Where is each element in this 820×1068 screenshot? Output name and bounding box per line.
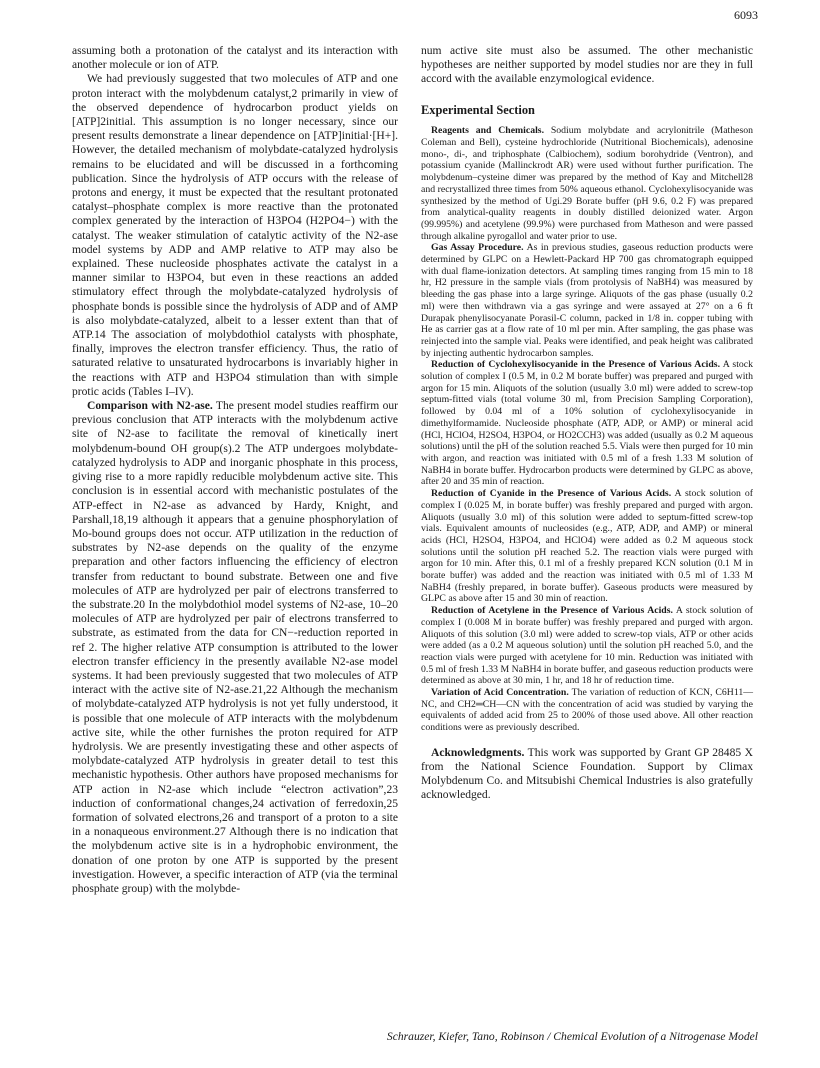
page-number: 6093 (734, 8, 758, 22)
subheading: Comparison with N2-ase. (87, 400, 213, 413)
paragraph (421, 605, 753, 687)
paragraph (421, 687, 753, 734)
acknowledgments (421, 746, 753, 803)
subheading: Reagents and Chemicals. (431, 125, 545, 137)
left-column (72, 44, 398, 896)
subheading: Reduction of Acetylene in the Presence of Various Acids. (431, 605, 673, 617)
subheading: Gas Assay Procedure. (431, 242, 524, 254)
paragraph (421, 125, 753, 242)
paragraph (421, 359, 753, 488)
paragraph: num active site must also be assumed. The other mechanistic hypotheses are neither supported by model studies nor are they in full accord with the available enzymological evidence. (421, 45, 753, 86)
paragraph-text: The variation of reduction of KCN, C6H11—NC, and CH2═CH—CN with the concentration of acid was studied by varying the equivalents of added acid from 25 to 200% of those used above. All other reaction conditions were as previously described. (421, 687, 753, 734)
subheading: Reduction of Cyanide in the Presence of Various Acids. (431, 488, 672, 500)
paragraph-text: The present model studies reaffirm our previous conclusion that ATP interacts with the molybdenum active site of N2-ase to facilitate the removal of kinetically inert molybdenum-bound OH group(s).2 The ATP undergoes molybdate-catalyzed hydrolysis to ADP and inorganic phosphate in this process, giving rise to a more rapidly reducible molybdenum active site. This conclusion is in essential accord with mechanistic postulates of the ATP-effect in N2-ase as advanced by Hardy, Knight, and Parshall,18,19 although it appears that a genuine phosphorylation of Mo-bound groups does not occur. ATP utilization in the reduction of substrates by N2-ase depends on the quality of the enzyme preparation and other factors influencing the efficiency of electron transfer from reductant to bound substrate. Between one and five molecules of ATP are hydrolyzed per pair of electrons transferred to the substrate.20 In the molybdothiol model systems of N2-ase, 10–20 molecules of ATP are hydrolyzed per pair of electrons transferred to substrate, as estimated from the data for CN−-reduction reported in ref 2. The higher relative ATP consumption is attributed to the lower electron transfer efficiency in the presently available N2-ase model systems. It had been previously suggested that two molecules of ATP interact with the active site of N2-ase.21,22 Although the mechanism of molybdate-catalyzed ATP hydrolysis is not yet fully understood, it is possible that one molecule of ATP interacts with the molybdenum active site, while the other furnishes the proton required for ATP hydrolysis. We are presently investigating these and other aspects of molybdate-catalyzed ATP hydrolysis in greater detail to test this mechanistic hypothesis. Other authors have proposed mechanisms for ATP action in N2-ase which include “electron activation”,23 induction of conformational changes,24 activation of ferredoxin,25 formation of solvated electrons,26 and transport of a proton to a site in a nonaqueous environment.27 Although there is no indication that the molybdenum active site is in a hydrophobic environment, the donation of one proton by one ATP is supported by the present investigation. However, a specific interaction of ATP (via the terminal phosphate group) with the molybde- (72, 400, 399, 895)
running-footer: Schrauzer, Kiefer, Tano, Robinson / Chemical Evolution of a Nitrogenase Model (386, 1030, 758, 1043)
paragraph-text: This work was supported by Grant GP 28485 X from the National Science Foundation. Support by Climax Molybdenum Co. and Mitsubishi Chemical Industries is also gratefully acknowledged. (421, 746, 753, 802)
paragraph-text: A stock solution of complex I (0.5 M, in 0.2 M borate buffer) was prepared and purged with argon for 15 min. Aliquots of the solution (usually 3.0 ml) were added to screw-top septum-fitted vials (total volume 30 ml, from Precision Sampling Corporation), followed by 0.04 ml of a 10% solution of cyclohexylisocyanide in dimethylformamide. Nucleoside phosphate (ATP, ADP, or AMP) or mineral acid (HCl, HClO4, H2SO4, H3PO4, or HO2CCH3) was added (usually as 0.2 M aqueous solutions) until the pH of the solution reached 5.5. Vials were then purged for 10 min with argon, and reaction was initiated with 0.5 ml of a fresh 1.33 M solution of NaBH4 in borate buffer. Hydrocarbon products were determined by GLPC as above, after 20 and 35 min of reaction. (421, 359, 753, 488)
paragraph-text: As in previous studies, gaseous reduction products were determined by GLPC on a Hewlett-Packard HP 700 gas chromatograph equipped with dual flame-ionization detectors. At sampling times ranging from 15 min to 18 hr, H2 pressure in the sample vials (from protolysis of NaBH4) was measured by bleeding the gas phase into a large syringe. Aliquots of the gas phase (usually 0.2 ml) were then withdrawn via a gas syringe and were assayed at 27° on a 6 ft Durapak phenylisocyanate Porasil-C column, packed in 1/8 in. copper tubing with He as carrier gas at a flow rate of 10 ml per min. After sampling, the gas phase was reinjected into the sample vial. Peaks were identified, and peak height was calibrated by injecting authentic hydrocarbon samples. (421, 242, 753, 359)
section-title: Experimental Section (421, 102, 535, 117)
paragraph-text: Sodium molybdate and acrylonitrile (Matheson Coleman and Bell), cysteine hydrochloride (Nutritional Biochemicals), adenosine mono-, di-, and triphosphate (Calbiochem), sodium borohydride (Ventron), and potassium cyanide (Mallinckrodt AR) were used without further purification. The molybdenum–cysteine dimer was prepared by the method of Kay and Mitchell28 and recrystallized three times from 50% aqueous ethanol. Cyclohexylisocyanide was synthesized by the method of Ugi.29 Borate buffer (pH 9.6, 0.2 F) was prepared from analytical-quality reagents in doubly distilled deionized water. Argon (99.995%) and acetylene (99.9%) were purchased from Matheson and were passed through alkaline pyrogallol and water prior to use. (421, 125, 753, 242)
paragraph: We had previously suggested that two molecules of ATP and one proton interact with the molybdenum catalyst,2 primarily in view of the observed dependence of hydrocarbon product yields on [ATP]2initial. This assumption is no longer necessary, since our present results demonstrate a linear dependence on [ATP]initial·[H+]. However, the detailed mechanism of molybdate-catalyzed hydrolysis remains to be elucidated and will be discussed in a forthcoming publication. Since the hydrolysis of ATP occurs with the release of protons and energy, it must be expected that the resultant protonated catalyst–phosphate complex is more reactive than the protonated complex generated by the interaction of H3PO4 (H2PO4−) with the catalyst. The weaker stimulation of catalytic activity of the N2-ase model systems by ADP and AMP relative to ATP may also be explained. These nucleoside phosphates activate the catalyst in a manner similar to H3PO4, but even in these reactions an added stimulatory effect through the molybdate-catalyzed hydrolysis of phosphate bonds is possible since the hydrolysis of ADP and of AMP is also molybdate-catalyzed, albeit to a lesser extent than that of ATP.14 The association of molybdothiol catalysts with phosphate, finally, improves the electron transfer efficiency. Thus, the ratio of saturated relative to unsaturated hydrocarbons is invariably higher in the reactions with ATP and H3PO4 stimulation than with simple protic acids (Tables I–IV). (72, 73, 398, 398)
subheading: Acknowledgments. (431, 746, 525, 759)
right-column (421, 44, 753, 803)
paragraph (72, 399, 398, 896)
paragraph-text: A stock solution of complex I (0.008 M in borate buffer) was freshly prepared and purged with argon. Aliquots of this solution (3.0 ml) were added to screw-top vials, ATP or other acids were added (as a 0.2 M aqueous solution) until the solution pH reached 5.0, and the reaction vials were purged with acetylene for 10 min. Reduction was initiated with 0.5 ml of fresh 1.33 M NaBH4 in borate buffer, and gaseous reduction products were determined as above at 30 min, 1 hr, and 18 hr of reduction time. (421, 605, 753, 687)
paragraph: assuming both a protonation of the catalyst and its interaction with another molecule or ion of ATP. (72, 45, 398, 72)
paragraph-text: A stock solution of complex I (0.025 M, in borate buffer) was freshly prepared and purged with argon. Aliquots (usually 3.0 ml) of this solution were added to septum-fitted screw-top vials. Equivalent amounts of nucleosides (e.g., ATP, ADP, and AMP) or mineral acids (HCl, H2SO4, H3PO4, and HClO4) were added as 0.2 M aqueous stock solutions until the solution pH reached 5.2. The reaction vials were purged with argon for 10 min. After this, 0.1 ml of a freshly prepared KCN solution (0.1 M in borate buffer) was added and the reaction was initiated with 0.5 ml of 1.33 M NaBH4 (freshly prepared, in borate buffer). Gaseous products were measured by GLPC as above after 15 and 30 min of reaction. (421, 488, 753, 605)
subheading: Reduction of Cyclohexylisocyanide in the Presence of Various Acids. (431, 359, 721, 371)
paragraph (421, 488, 753, 605)
paragraph (421, 242, 753, 359)
subheading: Variation of Acid Concentration. (431, 687, 569, 699)
